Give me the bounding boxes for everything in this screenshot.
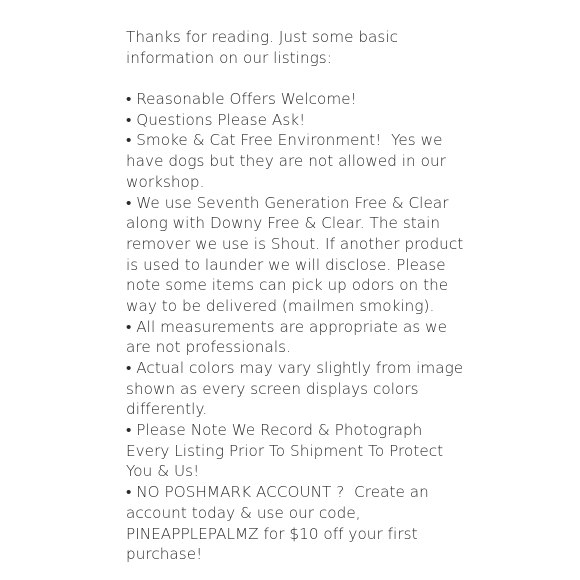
bullet-measurements: • All measurements are appropriate as we bbox=[126, 317, 448, 336]
bullet-measurements-cont: are not professionals. bbox=[126, 338, 291, 357]
bullet-detergent-cont: is used to launder we will disclose. Please bbox=[126, 255, 446, 274]
bullet-detergent: • We use Seventh Generation Free & Clear bbox=[126, 193, 449, 212]
bullet-detergent-cont: way to be delivered (mailmen smoking). bbox=[126, 296, 435, 315]
bullet-reasonable-offers: • Reasonable Offers Welcome! bbox=[126, 90, 357, 109]
bullet-poshmark-code-cont: PINEAPPLEPALMZ for $10 off your first bbox=[126, 524, 418, 543]
bullet-poshmark-code: • NO POSHMARK ACCOUNT ? Create an bbox=[126, 483, 429, 502]
bullet-colors-cont: shown as every screen displays colors bbox=[126, 379, 419, 398]
bullet-record-photograph-cont: You & Us! bbox=[126, 462, 200, 481]
paragraph-spacer bbox=[126, 68, 566, 89]
bullet-detergent-cont: along with Downy Free & Clear. The stain bbox=[126, 214, 441, 233]
bullet-poshmark-code-cont: account today & use our code, bbox=[126, 503, 361, 522]
intro-line: Thanks for reading. Just some basic bbox=[126, 28, 399, 46]
bullet-record-photograph: • Please Note We Record & Photograph bbox=[126, 421, 423, 440]
bullet-poshmark-code-cont: purchase! bbox=[126, 545, 203, 564]
listing-info-text bbox=[126, 27, 566, 565]
bullet-detergent-cont: remover we use is Shout. If another product bbox=[126, 234, 464, 253]
bullet-smoke-cat-free: • Smoke & Cat Free Environment! Yes we bbox=[126, 131, 443, 150]
bullet-questions: • Questions Please Ask! bbox=[126, 110, 306, 129]
intro-line: information on our listings: bbox=[126, 48, 332, 67]
bullet-smoke-cat-free-cont: have dogs but they are not allowed in our bbox=[126, 152, 446, 171]
bullet-colors-cont: differently. bbox=[126, 400, 208, 419]
bullet-record-photograph-cont: Every Listing Prior To Shipment To Protect bbox=[126, 441, 444, 460]
bullet-detergent-cont: note some items can pick up odors on the bbox=[126, 276, 449, 295]
bullet-colors: • Actual colors may vary slightly from image bbox=[126, 359, 464, 377]
bullet-smoke-cat-free-cont: workshop. bbox=[126, 172, 205, 191]
